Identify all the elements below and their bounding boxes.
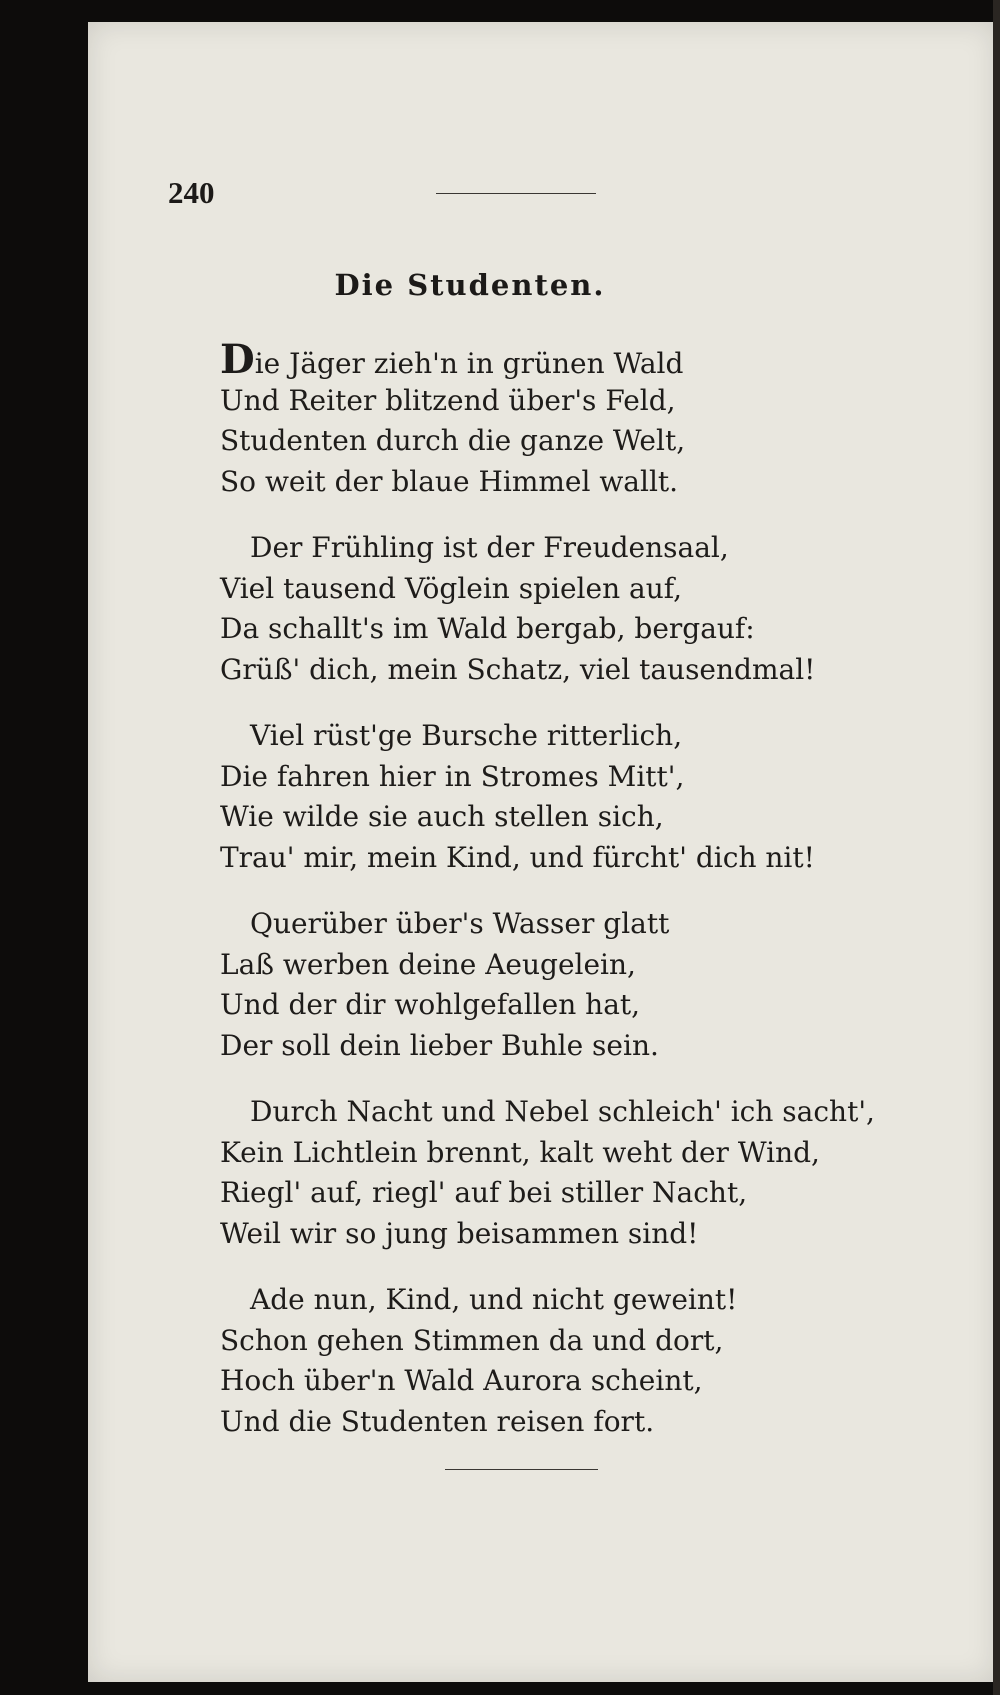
poem-line: Und die Studenten reisen fort. <box>220 1404 655 1438</box>
poem-line: Querüber über's Wasser glatt <box>250 907 670 940</box>
poem-line: Laß werben deine Aeugelein, <box>220 947 636 981</box>
poem-line: Der Frühling ist der Freudensaal, <box>250 531 729 564</box>
poem-body <box>220 336 920 1468</box>
poem-title: Die Studenten. <box>334 268 606 302</box>
poem-line: Weil wir so jung beisammen sind! <box>220 1216 699 1250</box>
poem-line: Und der dir wohlgefallen hat, <box>220 988 641 1021</box>
poem-line: Riegl' auf, riegl' auf bei stiller Nacht, <box>220 1176 748 1209</box>
page-edge <box>993 0 1000 1695</box>
poem-line: Trau' mir, mein Kind, und fürcht' dich nit! <box>220 840 815 874</box>
stanza-5 <box>220 1092 920 1254</box>
poem-line: Schon gehen Stimmen da und dort, <box>220 1323 724 1357</box>
poem-line: Viel rüst'ge Bursche ritterlich, <box>250 719 683 752</box>
drop-cap: D <box>220 336 255 383</box>
poem-line: Viel tausend Vöglein spielen auf, <box>220 571 682 605</box>
poem-line: Die Jäger zieh'n in grünen Wald <box>220 336 684 383</box>
stanza-4 <box>220 904 920 1066</box>
stanza-1 <box>220 336 920 502</box>
poem-line: Studenten durch die ganze Welt, <box>220 424 686 457</box>
header-rule <box>436 193 596 194</box>
poem-line: Und Reiter blitzend über's Feld, <box>220 383 676 417</box>
stanza-3 <box>220 716 920 878</box>
page-number: 240 <box>168 175 215 210</box>
poem-line: Grüß' dich, mein Schatz, viel tausendmal! <box>220 652 816 686</box>
poem-line: Die fahren hier in Stromes Mitt', <box>220 759 685 793</box>
poem-line: Der soll dein lieber Buhle sein. <box>220 1028 659 1062</box>
poem-line: Wie wilde sie auch stellen sich, <box>220 800 664 833</box>
stanza-6 <box>220 1280 920 1442</box>
footer-rule <box>445 1469 598 1470</box>
poem-line: Hoch über'n Wald Aurora scheint, <box>220 1364 703 1397</box>
stanza-2 <box>220 528 920 690</box>
poem-line: Da schallt's im Wald bergab, bergauf: <box>220 612 755 645</box>
poem-line: Durch Nacht und Nebel schleich' ich sacht', <box>250 1095 875 1128</box>
poem-line: Kein Lichtlein brennt, kalt weht der Wind, <box>220 1135 820 1169</box>
poem-line: So weit der blaue Himmel wallt. <box>220 464 679 498</box>
poem-line: Ade nun, Kind, und nicht geweint! <box>250 1283 738 1316</box>
